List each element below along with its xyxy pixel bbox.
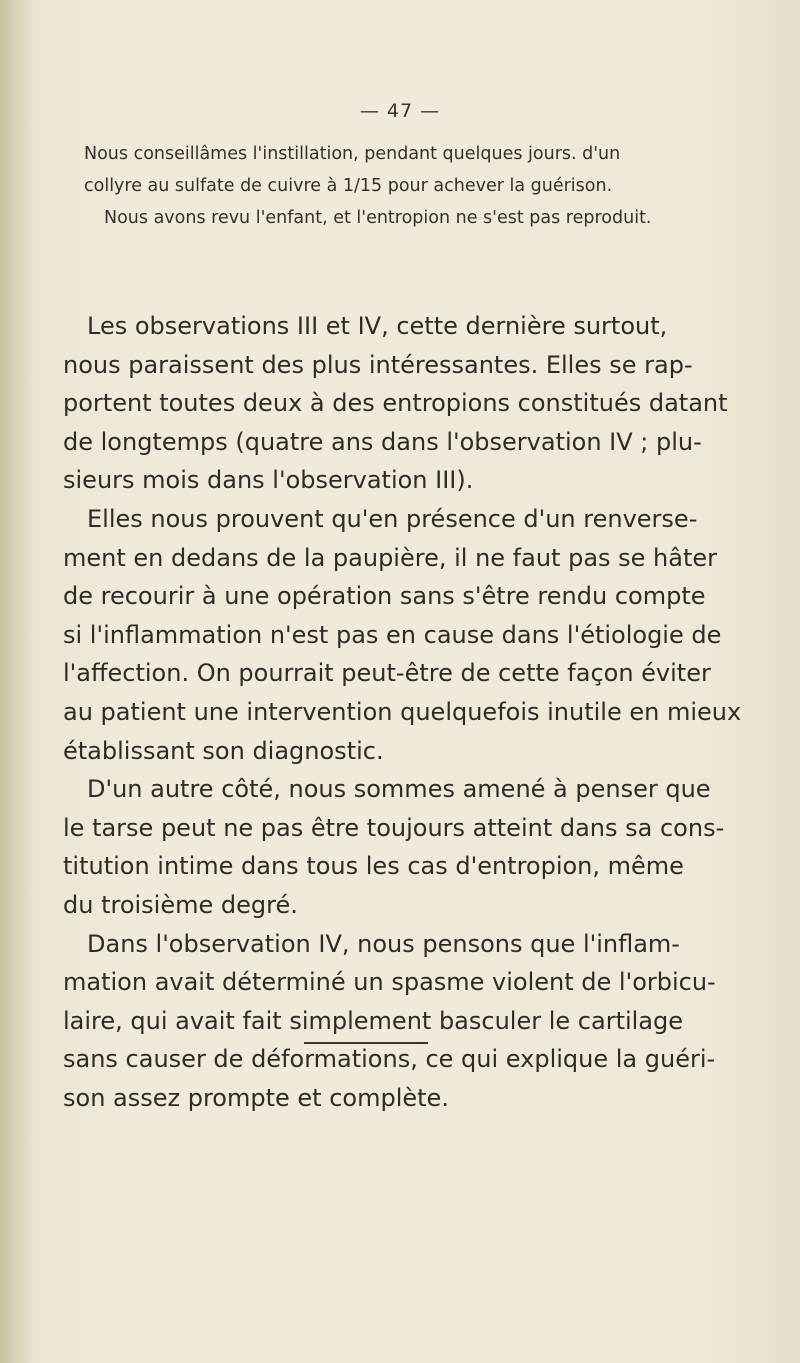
paragraph-line: son assez prompte et complète. <box>63 1083 449 1112</box>
paragraph-line: Les observations III et IV, cette dernière surtout, <box>87 312 668 340</box>
paragraph-line: du troisième degré. <box>63 890 298 919</box>
top-paragraph-line: Nous avons revu l'enfant, et l'entropion ne s'est pas reproduit. <box>104 208 652 228</box>
paragraph-line: ment en dedans de la paupière, il ne faut pas se hâter <box>63 543 718 572</box>
paragraph-line: Elles nous prouvent qu'en présence d'un renverse- <box>87 504 698 533</box>
top-paragraph-line: Nous conseillâmes l'instillation, pendant quelques jours. d'un <box>84 144 621 164</box>
page-spine-shadow <box>0 0 28 1363</box>
paragraph-line: sans causer de déformations, ce qui explique la guéri- <box>63 1045 716 1074</box>
section-end-rule <box>304 1042 428 1044</box>
paragraph-line: portent toutes deux à des entropions constitués datant <box>63 389 728 418</box>
paragraph-line: si l'inflammation n'est pas en cause dans l'étiologie de <box>63 620 722 649</box>
paragraph-line: le tarse peut ne pas être toujours atteint dans sa cons- <box>63 813 725 842</box>
paragraph-line: titution intime dans tous les cas d'entropion, même <box>63 852 684 881</box>
paragraph-line: établissant son diagnostic. <box>63 736 384 765</box>
paragraph-line: laire, qui avait fait simplement basculer le cartilage <box>63 1006 684 1035</box>
paragraph-line: au patient une intervention quelquefois inutile en mieux <box>63 697 742 726</box>
main-text <box>63 307 773 1117</box>
top-paragraph <box>84 138 764 234</box>
paragraph-line: D'un autre côté, nous sommes amené à penser que <box>87 775 711 804</box>
paragraph-line: sieurs mois dans l'observation III). <box>63 466 474 495</box>
paragraph-line: Dans l'observation IV, nous pensons que l'inflam- <box>87 929 680 958</box>
paragraph-line: de longtemps (quatre ans dans l'observation IV ; plu- <box>63 427 702 456</box>
top-paragraph-line: collyre au sulfate de cuivre à 1/15 pour achever la guérison. <box>84 176 613 196</box>
paragraph-line: de recourir à une opération sans s'être rendu compte <box>63 582 706 611</box>
page-number: — 47 — <box>359 100 441 122</box>
paragraph-line: mation avait déterminé un spasme violent de l'orbicu- <box>63 968 716 997</box>
paragraph-line: l'affection. On pourrait peut-être de cette façon éviter <box>63 659 711 688</box>
paragraph-line: nous paraissent des plus intéressantes. Elles se rap- <box>63 350 693 379</box>
